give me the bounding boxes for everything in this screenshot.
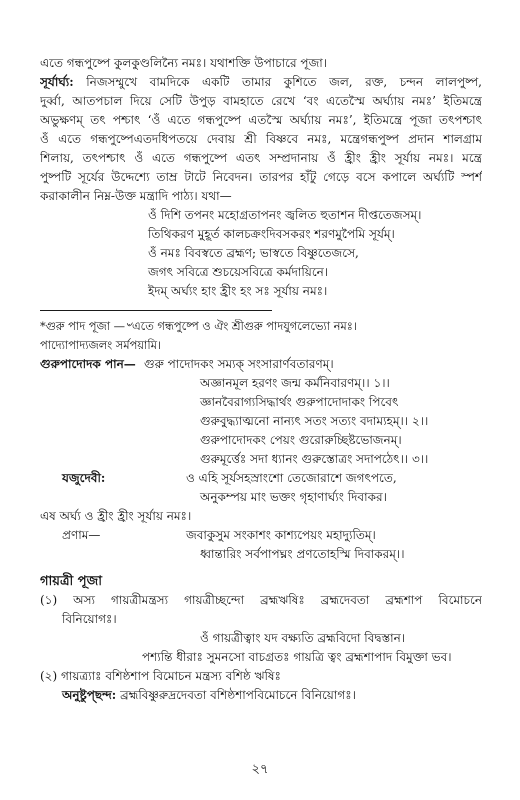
mantra-line-2: তিথিকরণ মুহূর্ত কালচক্রংদিবসকরং শরণমুপৈমি সূর্যম্। bbox=[148, 227, 395, 241]
arghya-line-2: দুর্ব্বা, আতপচাল দিয়ে সেটি উপুড় বামহাতে রেখে ‘বং এতেস্মৈ অর্ঘ্যায় নমঃ’ ইতিমন্ত্রে bbox=[40, 94, 482, 108]
footnote-line-1: *গুরু পাদ পূজা —৺এতে গন্ধপুষ্পে ও ঐং শ্রীগুরু পাদযুগলেভ্যো নমঃ। bbox=[40, 319, 357, 333]
guru-paan-line-4: গুরুপাদোদকং পেয়ং গুরোরুচ্ছিষ্টভোজনম্। bbox=[200, 433, 402, 447]
gayatri-verse-2: পশ্যন্তি ধীরাঃ সুমনসো বাচগ্রতঃ গায়ত্রি ত্বং ব্রহ্মশাপাদ বিমুক্তা ভব। bbox=[142, 650, 452, 664]
guru-paan-line-2: জ্ঞানবৈরাগ্যসিদ্ধার্থং গুরুপাদোদাকং পিবেৎ bbox=[200, 395, 399, 409]
offer-line: এষ অর্ঘ্য ও হ্রীং হ্রীং সূর্যায় নমঃ। bbox=[40, 509, 192, 523]
pranam-line-2: ধ্বান্তারিং সর্বপাপঘ্নং প্রণতোহস্মি দিবাকরম্।। bbox=[200, 547, 405, 561]
pranam-row bbox=[40, 526, 482, 545]
guru-paan-row bbox=[40, 355, 482, 374]
guru-paan-line-5: গুরুমূর্ত্তেঃ সদা ধ্যানং গুরুস্তোত্রং সদাপঠেৎ।। ৩।। bbox=[200, 452, 429, 466]
guru-paan-first: গুরু পাদোদকং সম্যক্ সংসারার্ণবতারণম্। bbox=[144, 357, 334, 371]
mantra-line-3: ওঁ নমঃ বিবস্বতে ব্রহ্মণ; ভাস্বতে বিষ্ণুতেজসে, bbox=[148, 246, 359, 260]
gayatri-item-1-line-1: (১) অস্য গায়ত্রীমন্ত্রস্য গায়ত্রীচ্ছন্দো ব্রহ্মঋষিঃ ব্রহ্মদেবতা ব্রহ্মশাপ বিমোচনে bbox=[40, 593, 482, 607]
gayatri-item-1-line-2: বিনিয়োগঃ। bbox=[62, 612, 117, 626]
yajurveda-label: যজুদেবী: bbox=[62, 471, 106, 485]
arghya-line-3: অভুক্ষণম্ তৎ পশ্চাৎ ‘ওঁ এতে গন্ধপুষ্পে এতস্মৈ অর্ঘ্যায় নমঃ’, ইতিমন্ত্রে পূজা তৎপশ্চাৎ bbox=[40, 113, 482, 127]
arghya-line-4: ওঁ এতে গন্ধপুষ্পেএতদধিপতয়ে দেবায় শ্রী বিষ্ণবে নমঃ, মন্ত্রেগন্ধপুষ্প প্রদান শালগ্রাম bbox=[40, 132, 482, 146]
pranam-label: প্রণাম— bbox=[62, 528, 101, 542]
mantra-line-1: ওঁ দিশি তপনং মহোগ্রতাপনং জ্বলিত হুতাশন দীপ্ততেজসম্। bbox=[148, 208, 422, 222]
footnote-divider bbox=[40, 310, 272, 311]
yajurveda-line-1: ও এহি সূর্যসহস্রাংশো তেজোরাশে জগৎপতে, bbox=[186, 471, 397, 485]
gayatri-item-2: (২) গায়ত্র্যাঃ বশিষ্ঠশাপ বিমোচন মন্ত্রস্য বশিষ্ঠ ঋষিঃ bbox=[40, 669, 281, 683]
guru-paan-line-1: অজ্ঞানমূল হরণং জন্ম কর্মনিবারণম্।। ১।। bbox=[200, 376, 390, 390]
yajurveda-row bbox=[40, 469, 482, 488]
gayatri-heading: গায়ত্রী পূজা bbox=[40, 574, 102, 589]
arghya-line-1: সূর্যার্ঘ্য: নিজসম্মুখে বামদিকে একটি তামার কুশিতে জল, রক্ত, চন্দন লালপুষ্প, bbox=[40, 75, 482, 89]
guru-paan-label: গুরুপাদোদক পান— bbox=[40, 357, 136, 371]
gayatri-verse-1: ওঁ গায়ত্রীত্বাং যদ বক্ষ্যতি ব্রহ্মবিদো বিদ্বস্তান। bbox=[200, 631, 406, 645]
pranam-line-1: জবাকুসুম সংকাশং কাশ্যপেয়ং মহাদ্যুতিম্। bbox=[186, 528, 376, 542]
arghya-line-7: করাকালীন নিম্ন-উক্ত মন্ত্রাদি পাঠ্য। যথা— bbox=[40, 189, 232, 203]
mantra-line-5: ইদম্ অর্ঘ্যং হাং হ্রীং হং সঃ সূর্যায় নমঃ। bbox=[148, 284, 328, 298]
arghya-line-5: শিলায়, তৎপশ্চাৎ ওঁ এতে গন্ধপুষ্পে এতৎ সম্প্রদানায় ওঁ হ্রীং হ্রীং সূর্যায় নমঃ। মন্ত্রে bbox=[40, 151, 482, 165]
gayatri-item-2-label: অনুষ্টুপ্‌ছন্দ: bbox=[62, 688, 117, 702]
footnote bbox=[40, 317, 482, 355]
arghya-line-6: পুষ্পটি সূর্যের উদ্দেশ্যে তাম্র টাটে নিবেদন। তারপর হাঁটু গেড়ে বসে কপালে অর্ঘ্যটি স্পর্শ bbox=[40, 170, 482, 184]
footnote-line-2: পাদ্যোপাদ্যজলং সর্মপয়ামি। bbox=[40, 338, 161, 352]
guru-paan-line-3: গুরুবুদ্ধ্যাত্মনো নান্যৎ সতং সত্যং বদাম্যহম্।। ২।। bbox=[200, 414, 429, 428]
gayatri-item-2-line-2: অনুষ্টুপ্‌ছন্দ: ব্রহ্মবিষ্ণুরুদ্রদেবতা বশিষ্ঠশাপবিমোচনে বিনিয়োগঃ। bbox=[62, 688, 356, 702]
page-number: ২৭ bbox=[251, 762, 269, 777]
yajurveda-line-2: অনুকম্পয় মাং ভক্তং গৃহাণার্ঘ্যং দিবাকর। bbox=[200, 490, 387, 504]
intro-line: এতে গন্ধপুষ্পে কুলকুণ্ডলিন্যৈ নমঃ। যথাশক্তি উপাচারে পূজা। bbox=[40, 56, 328, 70]
arghya-label: সূর্যার্ঘ্য: bbox=[40, 75, 74, 89]
mantra-line-4: জগৎ সবিত্রে শুচয়েসবিত্রে কর্মদায়িনে। bbox=[148, 265, 329, 279]
